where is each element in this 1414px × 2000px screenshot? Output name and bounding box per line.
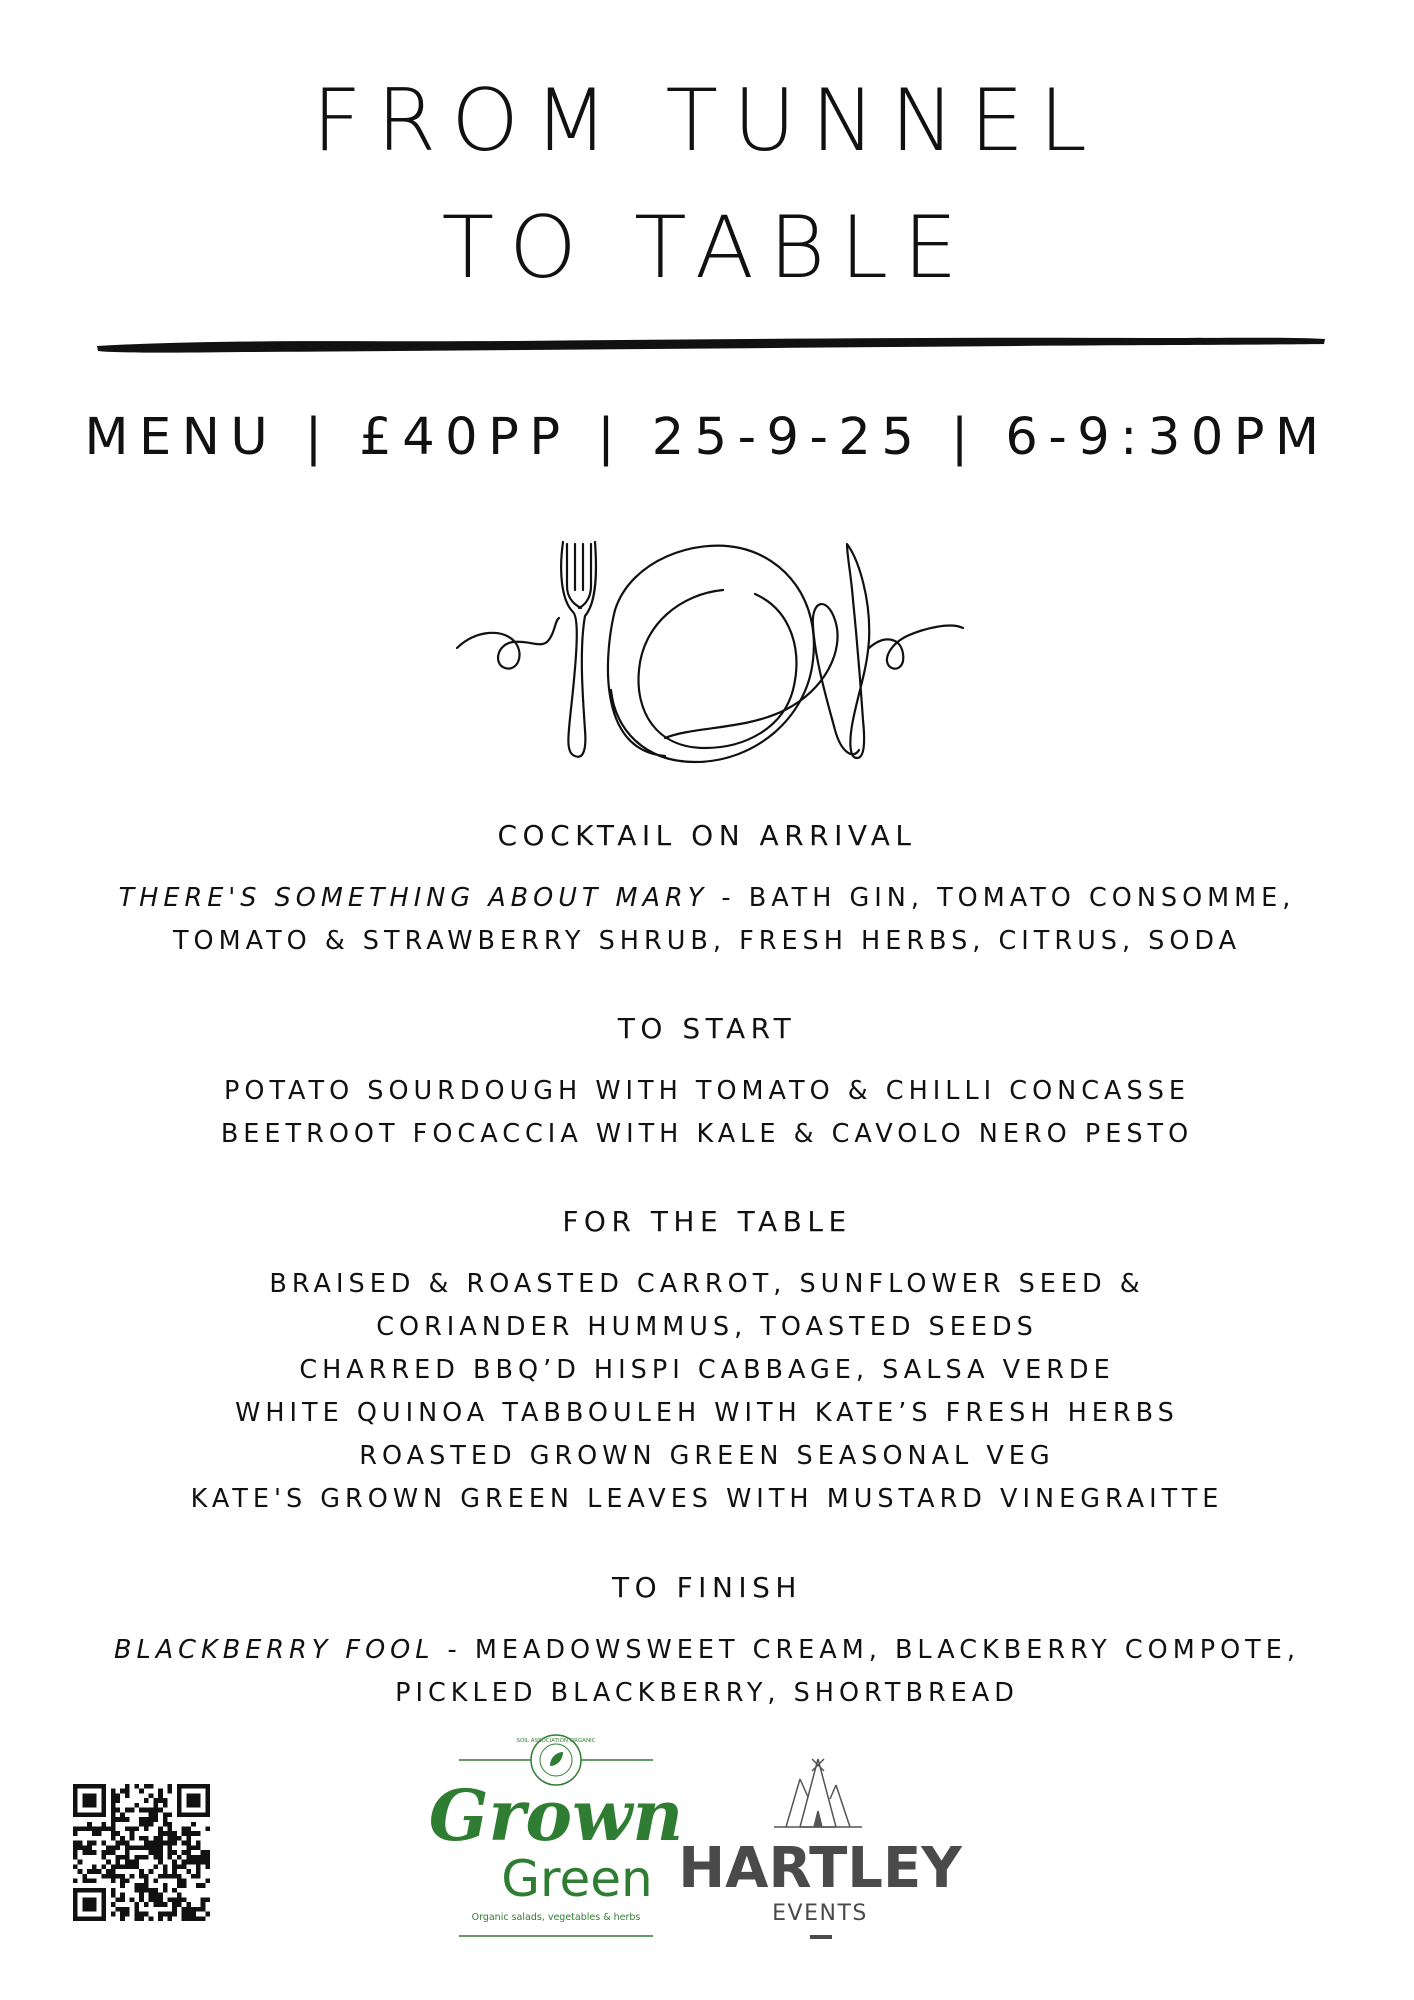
section-heading-for-the-table: FOR THE TABLE [562,1205,852,1238]
section-heading-to-start: TO START [617,1012,797,1045]
menu-info-line: MENU | £40PP | 25-9-25 | 6-9:30PM [84,408,1330,467]
menu-item: POTATO SOURDOUGH WITH TOMATO & CHILLI CONCASSE [224,1076,1190,1106]
menu-item: BRAISED & ROASTED CARROT, SUNFLOWER SEED & [269,1269,1145,1299]
grown-green-tagline: Organic salads, vegetables & herbs [471,1912,641,1923]
menu-item-title: THERE'S SOMETHING ABOUT MARY [118,883,709,913]
title-line-1: FROM TUNNEL [312,71,1102,171]
menu-item-description: - BATH GIN, TOMATO CONSOMME, [708,883,1296,913]
grown-green-logo [428,1730,684,1940]
grown-green-name-line1: Grown [428,1774,684,1857]
menu-item: ROASTED GROWN GREEN SEASONAL VEG [359,1441,1055,1471]
menu-item: BEETROOT FOCACCIA WITH KALE & CAVOLO NERO PESTO [220,1119,1194,1149]
organic-badge-text: SOIL ASSOCIATION ORGANIC [516,1738,596,1744]
menu-item-description: - MEADOWSWEET CREAM, BLACKBERRY COMPOTE, [434,1635,1300,1665]
grown-green-name-line2: Green [501,1850,653,1908]
menu-item: CORIANDER HUMMUS, TOASTED SEEDS [376,1312,1038,1342]
plate-cutlery-line-art-icon [455,530,965,775]
menu-item: TOMATO & STRAWBERRY SHRUB, FRESH HERBS, CITRUS, SODA [172,926,1242,956]
menu-item: PICKLED BLACKBERRY, SHORTBREAD [395,1678,1019,1708]
menu-item: WHITE QUINOA TABBOULEH WITH KATE’S FRESH HERBS [235,1398,1179,1428]
hartley-events-logo [678,1757,962,1942]
hartley-name: HARTLEY [678,1836,962,1901]
section-heading-cocktail: COCKTAIL ON ARRIVAL [497,819,917,852]
section-heading-to-finish: TO FINISH [612,1571,802,1604]
tipi-icon [774,1759,862,1827]
menu-item: KATE'S GROWN GREEN LEAVES WITH MUSTARD VINEGRAITTE [190,1484,1224,1514]
qr-code-icon[interactable] [73,1784,210,1921]
menu-item: CHARRED BBQ’D HISPI CABBAGE, SALSA VERDE [299,1355,1115,1385]
menu-item-title: BLACKBERRY FOOL [114,1635,435,1665]
title-line-2: TO TABLE [441,198,973,298]
brush-divider [95,330,1327,360]
menu-item [0,1635,1414,1665]
hartley-sub: EVENTS [772,1901,868,1926]
menu-item [0,883,1414,913]
